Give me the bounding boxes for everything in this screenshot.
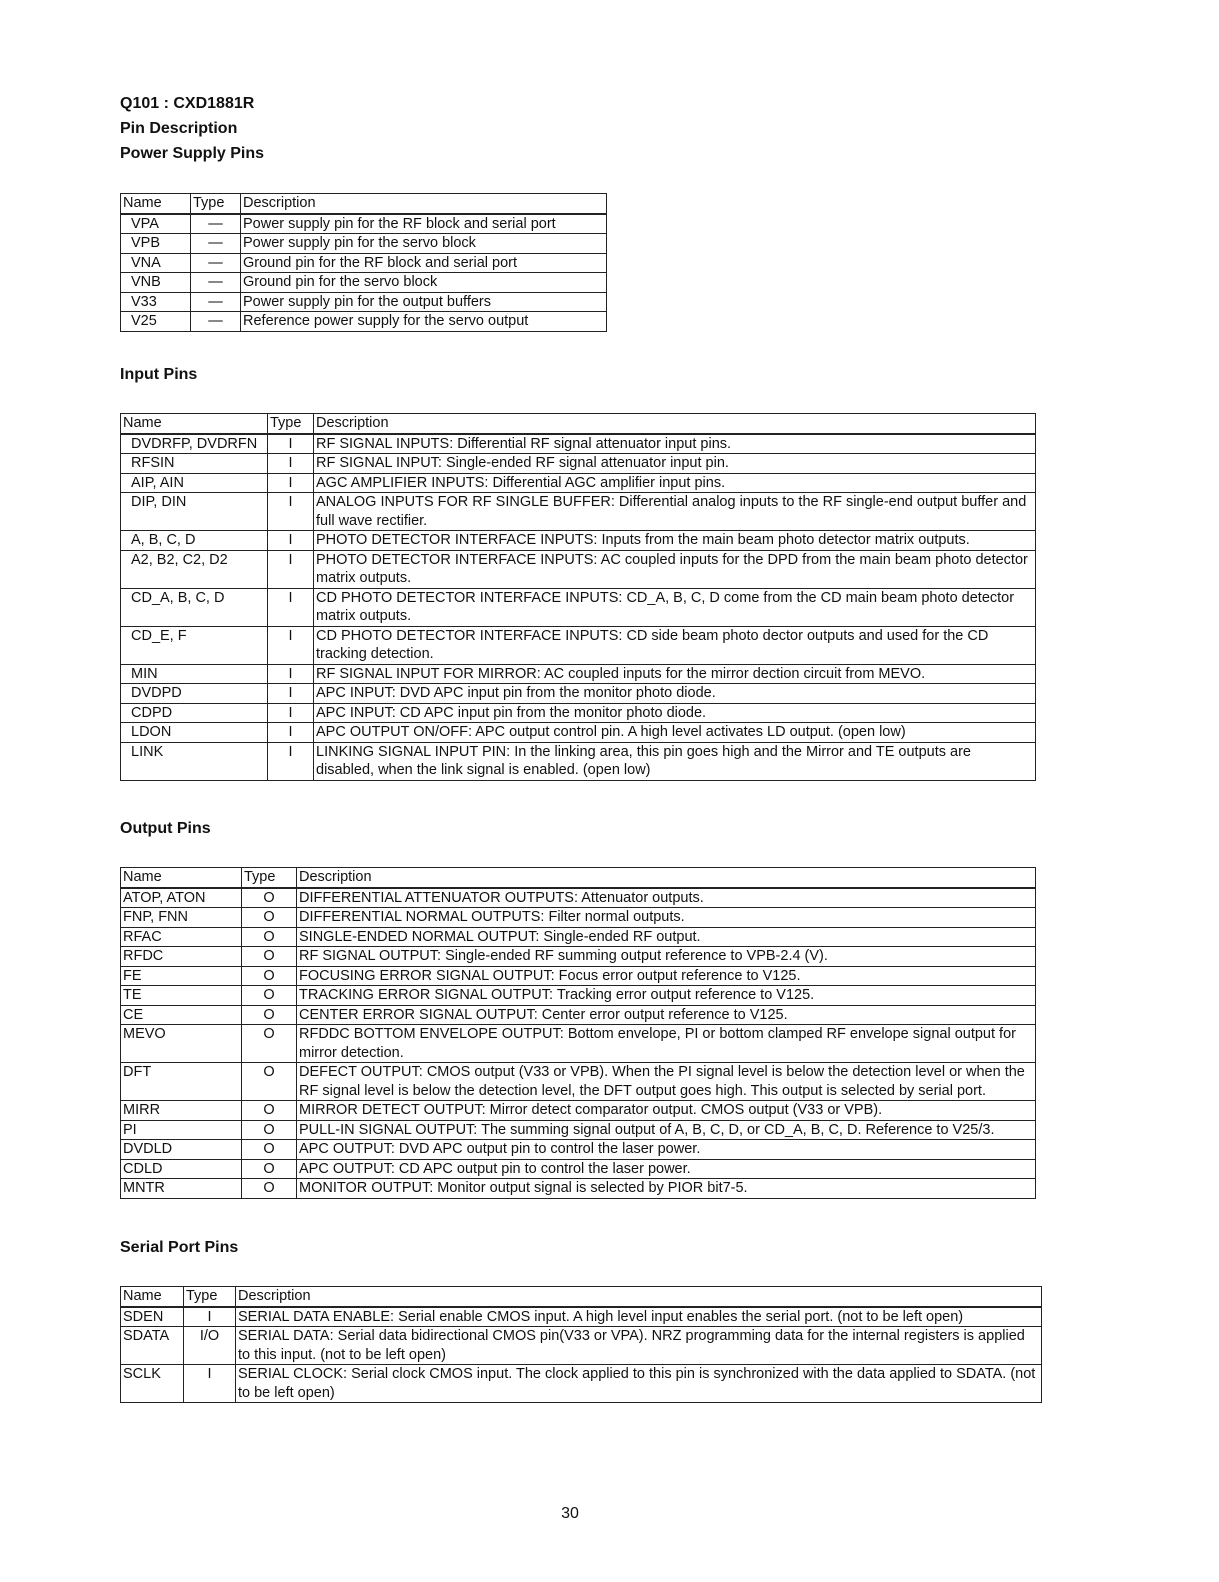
column-header-description: Description <box>241 194 607 214</box>
column-header-name: Name <box>121 1287 184 1307</box>
table-header-row <box>121 868 1036 888</box>
pin-type: — <box>191 273 241 293</box>
pin-type: I/O <box>184 1327 236 1365</box>
pin-type: I <box>268 684 314 704</box>
table-row <box>121 253 607 273</box>
pin-name: CD_E, F <box>121 626 268 664</box>
pin-name: VPB <box>121 234 191 254</box>
pin-type: O <box>242 1005 297 1025</box>
pin-name: MNTR <box>121 1179 242 1199</box>
pin-type: O <box>242 888 297 908</box>
pin-type: O <box>242 1179 297 1199</box>
table-row <box>121 1005 1036 1025</box>
output-section-title: Output Pins <box>120 820 211 837</box>
column-header-name: Name <box>121 414 268 434</box>
pin-name: TE <box>121 986 242 1006</box>
table-row <box>121 908 1036 928</box>
pin-description: PHOTO DETECTOR INTERFACE INPUTS: Inputs from the main beam photo detector matrix outputs. <box>314 531 1036 551</box>
pin-name: PI <box>121 1120 242 1140</box>
pin-type: I <box>268 742 314 780</box>
pin-name: RFSIN <box>121 454 268 474</box>
pin-description: Reference power supply for the servo output <box>241 312 607 332</box>
pin-name: CDPD <box>121 703 268 723</box>
pin-description: FOCUSING ERROR SIGNAL OUTPUT: Focus error output reference to V125. <box>297 966 1036 986</box>
pin-description: APC INPUT: DVD APC input pin from the monitor photo diode. <box>314 684 1036 704</box>
output-pins-table <box>120 867 1036 1199</box>
table-row <box>121 966 1036 986</box>
pin-type: O <box>242 1101 297 1121</box>
pin-description: MIRROR DETECT OUTPUT: Mirror detect comparator output. CMOS output (V33 or VPB). <box>297 1101 1036 1121</box>
table-row <box>121 312 607 332</box>
table-row <box>121 531 1036 551</box>
pin-description: Power supply pin for the output buffers <box>241 292 607 312</box>
column-header-type: Type <box>184 1287 236 1307</box>
pin-name: DIP, DIN <box>121 493 268 531</box>
pin-type: I <box>268 531 314 551</box>
table-row <box>121 723 1036 743</box>
pin-name: LINK <box>121 742 268 780</box>
table-row <box>121 234 607 254</box>
table-row <box>121 742 1036 780</box>
table-row <box>121 947 1036 967</box>
pin-description: RF SIGNAL INPUT: Single-ended RF signal attenuator input pin. <box>314 454 1036 474</box>
pin-name: FE <box>121 966 242 986</box>
pin-type: O <box>242 947 297 967</box>
pin-name: SCLK <box>121 1365 184 1403</box>
power-supply-pins-table <box>120 193 607 332</box>
table-row <box>121 588 1036 626</box>
pin-type: I <box>184 1365 236 1403</box>
pin-name: SDATA <box>121 1327 184 1365</box>
part-heading: Q101 : CXD1881R <box>120 95 255 112</box>
pin-name: AIP, AIN <box>121 473 268 493</box>
pin-description: APC INPUT: CD APC input pin from the monitor photo diode. <box>314 703 1036 723</box>
pin-type: O <box>242 908 297 928</box>
table-row <box>121 214 607 234</box>
input-pins-table <box>120 413 1036 781</box>
pin-description: Ground pin for the RF block and serial port <box>241 253 607 273</box>
serial-port-pins-table <box>120 1286 1042 1403</box>
pin-description: DIFFERENTIAL ATTENUATOR OUTPUTS: Attenuator outputs. <box>297 888 1036 908</box>
pin-name: VNA <box>121 253 191 273</box>
table-row <box>121 550 1036 588</box>
pin-description: DEFECT OUTPUT: CMOS output (V33 or VPB). When the PI signal level is below the detection level or when the RF signal level is below the detection level, the DFT output goes high. This output is selected by serial port. <box>297 1063 1036 1101</box>
table-row <box>121 1120 1036 1140</box>
pin-name: FNP, FNN <box>121 908 242 928</box>
page-number: 30 <box>561 1505 579 1522</box>
pin-description: Power supply pin for the servo block <box>241 234 607 254</box>
table-row <box>121 454 1036 474</box>
pin-type: O <box>242 1159 297 1179</box>
pin-name: DVDLD <box>121 1140 242 1160</box>
pin-description: AGC AMPLIFIER INPUTS: Differential AGC amplifier input pins. <box>314 473 1036 493</box>
pin-description: ANALOG INPUTS FOR RF SINGLE BUFFER: Differential analog inputs to the RF single-end output buffer and full wave rectifier. <box>314 493 1036 531</box>
pin-description: PULL-IN SIGNAL OUTPUT: The summing signal output of A, B, C, D, or CD_A, B, C, D. Reference to V25/3. <box>297 1120 1036 1140</box>
page-title: Pin Description <box>120 120 238 137</box>
pin-name: A, B, C, D <box>121 531 268 551</box>
table-row <box>121 1179 1036 1199</box>
table-header-row <box>121 1287 1042 1307</box>
pin-type: — <box>191 234 241 254</box>
pin-type: O <box>242 1063 297 1101</box>
column-header-name: Name <box>121 868 242 888</box>
pin-name: DFT <box>121 1063 242 1101</box>
table-row <box>121 626 1036 664</box>
serial-section-title: Serial Port Pins <box>120 1239 239 1256</box>
column-header-name: Name <box>121 194 191 214</box>
table-row <box>121 1101 1036 1121</box>
table-row <box>121 703 1036 723</box>
table-row <box>121 888 1036 908</box>
column-header-type: Type <box>268 414 314 434</box>
pin-type: O <box>242 966 297 986</box>
table-header-row <box>121 194 607 214</box>
pin-description: Power supply pin for the RF block and serial port <box>241 214 607 234</box>
pin-name: MIRR <box>121 1101 242 1121</box>
pin-description: APC OUTPUT: DVD APC output pin to control the laser power. <box>297 1140 1036 1160</box>
pin-description: APC OUTPUT ON/OFF: APC output control pin. A high level activates LD output. (open low) <box>314 723 1036 743</box>
table-row <box>121 1159 1036 1179</box>
column-header-description: Description <box>297 868 1036 888</box>
table-row <box>121 434 1036 454</box>
pin-type: I <box>268 588 314 626</box>
pin-description: RFDDC BOTTOM ENVELOPE OUTPUT: Bottom envelope, PI or bottom clamped RF envelope signal output for mirror detection. <box>297 1025 1036 1063</box>
pin-description: LINKING SIGNAL INPUT PIN: In the linking area, this pin goes high and the Mirror and TE outputs are disabled, when the link signal is enabled. (open low) <box>314 742 1036 780</box>
pin-type: I <box>268 550 314 588</box>
pin-description: SERIAL DATA: Serial data bidirectional CMOS pin(V33 or VPA). NRZ programming data for the internal registers is applied to this input. (not to be left open) <box>236 1327 1042 1365</box>
pin-name: MEVO <box>121 1025 242 1063</box>
pin-name: VPA <box>121 214 191 234</box>
pin-description: RF SIGNAL OUTPUT: Single-ended RF summing output reference to VPB-2.4 (V). <box>297 947 1036 967</box>
pin-type: I <box>268 493 314 531</box>
pin-name: RFAC <box>121 927 242 947</box>
pin-description: Ground pin for the servo block <box>241 273 607 293</box>
pin-description: RF SIGNAL INPUTS: Differential RF signal attenuator input pins. <box>314 434 1036 454</box>
table-row <box>121 1365 1042 1403</box>
pin-type: O <box>242 927 297 947</box>
pin-type: I <box>268 626 314 664</box>
table-row <box>121 1327 1042 1365</box>
pin-type: O <box>242 1140 297 1160</box>
pin-description: CD PHOTO DETECTOR INTERFACE INPUTS: CD side beam photo dector outputs and used for the CD tracking detection. <box>314 626 1036 664</box>
pin-name: RFDC <box>121 947 242 967</box>
pin-type: I <box>268 703 314 723</box>
pin-name: CE <box>121 1005 242 1025</box>
pin-name: VNB <box>121 273 191 293</box>
pin-type: — <box>191 214 241 234</box>
pin-name: DVDRFP, DVDRFN <box>121 434 268 454</box>
pin-name: V25 <box>121 312 191 332</box>
table-row <box>121 1025 1036 1063</box>
table-row <box>121 292 607 312</box>
pin-name: SDEN <box>121 1307 184 1327</box>
pin-type: I <box>268 434 314 454</box>
table-row <box>121 473 1036 493</box>
pin-description: SINGLE-ENDED NORMAL OUTPUT: Single-ended RF output. <box>297 927 1036 947</box>
column-header-description: Description <box>236 1287 1042 1307</box>
pin-description: SERIAL DATA ENABLE: Serial enable CMOS input. A high level input enables the serial port. (not to be left open) <box>236 1307 1042 1327</box>
pin-name: DVDPD <box>121 684 268 704</box>
pin-name: CDLD <box>121 1159 242 1179</box>
pin-description: PHOTO DETECTOR INTERFACE INPUTS: AC coupled inputs for the DPD from the main beam photo detector matrix outputs. <box>314 550 1036 588</box>
pin-description: RF SIGNAL INPUT FOR MIRROR: AC coupled inputs for the mirror dection circuit from MEVO. <box>314 664 1036 684</box>
pin-name: A2, B2, C2, D2 <box>121 550 268 588</box>
pin-type: — <box>191 312 241 332</box>
pin-description: CD PHOTO DETECTOR INTERFACE INPUTS: CD_A, B, C, D come from the CD main beam photo detector matrix outputs. <box>314 588 1036 626</box>
table-row <box>121 1063 1036 1101</box>
table-row <box>121 684 1036 704</box>
table-row <box>121 986 1036 1006</box>
pin-description: APC OUTPUT: CD APC output pin to control the laser power. <box>297 1159 1036 1179</box>
pin-type: I <box>268 454 314 474</box>
pin-description: CENTER ERROR SIGNAL OUTPUT: Center error output reference to V125. <box>297 1005 1036 1025</box>
pin-name: V33 <box>121 292 191 312</box>
pin-name: CD_A, B, C, D <box>121 588 268 626</box>
table-row <box>121 664 1036 684</box>
pin-type: — <box>191 253 241 273</box>
pin-name: LDON <box>121 723 268 743</box>
pin-name: ATOP, ATON <box>121 888 242 908</box>
pin-type: I <box>184 1307 236 1327</box>
column-header-type: Type <box>242 868 297 888</box>
table-row <box>121 1140 1036 1160</box>
pin-type: I <box>268 473 314 493</box>
pin-type: — <box>191 292 241 312</box>
pin-name: MIN <box>121 664 268 684</box>
input-section-title: Input Pins <box>120 366 198 383</box>
pin-description: DIFFERENTIAL NORMAL OUTPUTS: Filter normal outputs. <box>297 908 1036 928</box>
pin-description: MONITOR OUTPUT: Monitor output signal is selected by PIOR bit7-5. <box>297 1179 1036 1199</box>
column-header-description: Description <box>314 414 1036 434</box>
power-section-title: Power Supply Pins <box>120 145 265 162</box>
pin-type: I <box>268 664 314 684</box>
table-row <box>121 273 607 293</box>
pin-type: O <box>242 1025 297 1063</box>
pin-description: TRACKING ERROR SIGNAL OUTPUT: Tracking error output reference to V125. <box>297 986 1036 1006</box>
pin-type: O <box>242 986 297 1006</box>
pin-type: O <box>242 1120 297 1140</box>
column-header-type: Type <box>191 194 241 214</box>
pin-type: I <box>268 723 314 743</box>
table-header-row <box>121 414 1036 434</box>
pin-description: SERIAL CLOCK: Serial clock CMOS input. The clock applied to this pin is synchronized with the data applied to SDATA. (not to be left open) <box>236 1365 1042 1403</box>
table-row <box>121 493 1036 531</box>
table-row <box>121 1307 1042 1327</box>
table-row <box>121 927 1036 947</box>
